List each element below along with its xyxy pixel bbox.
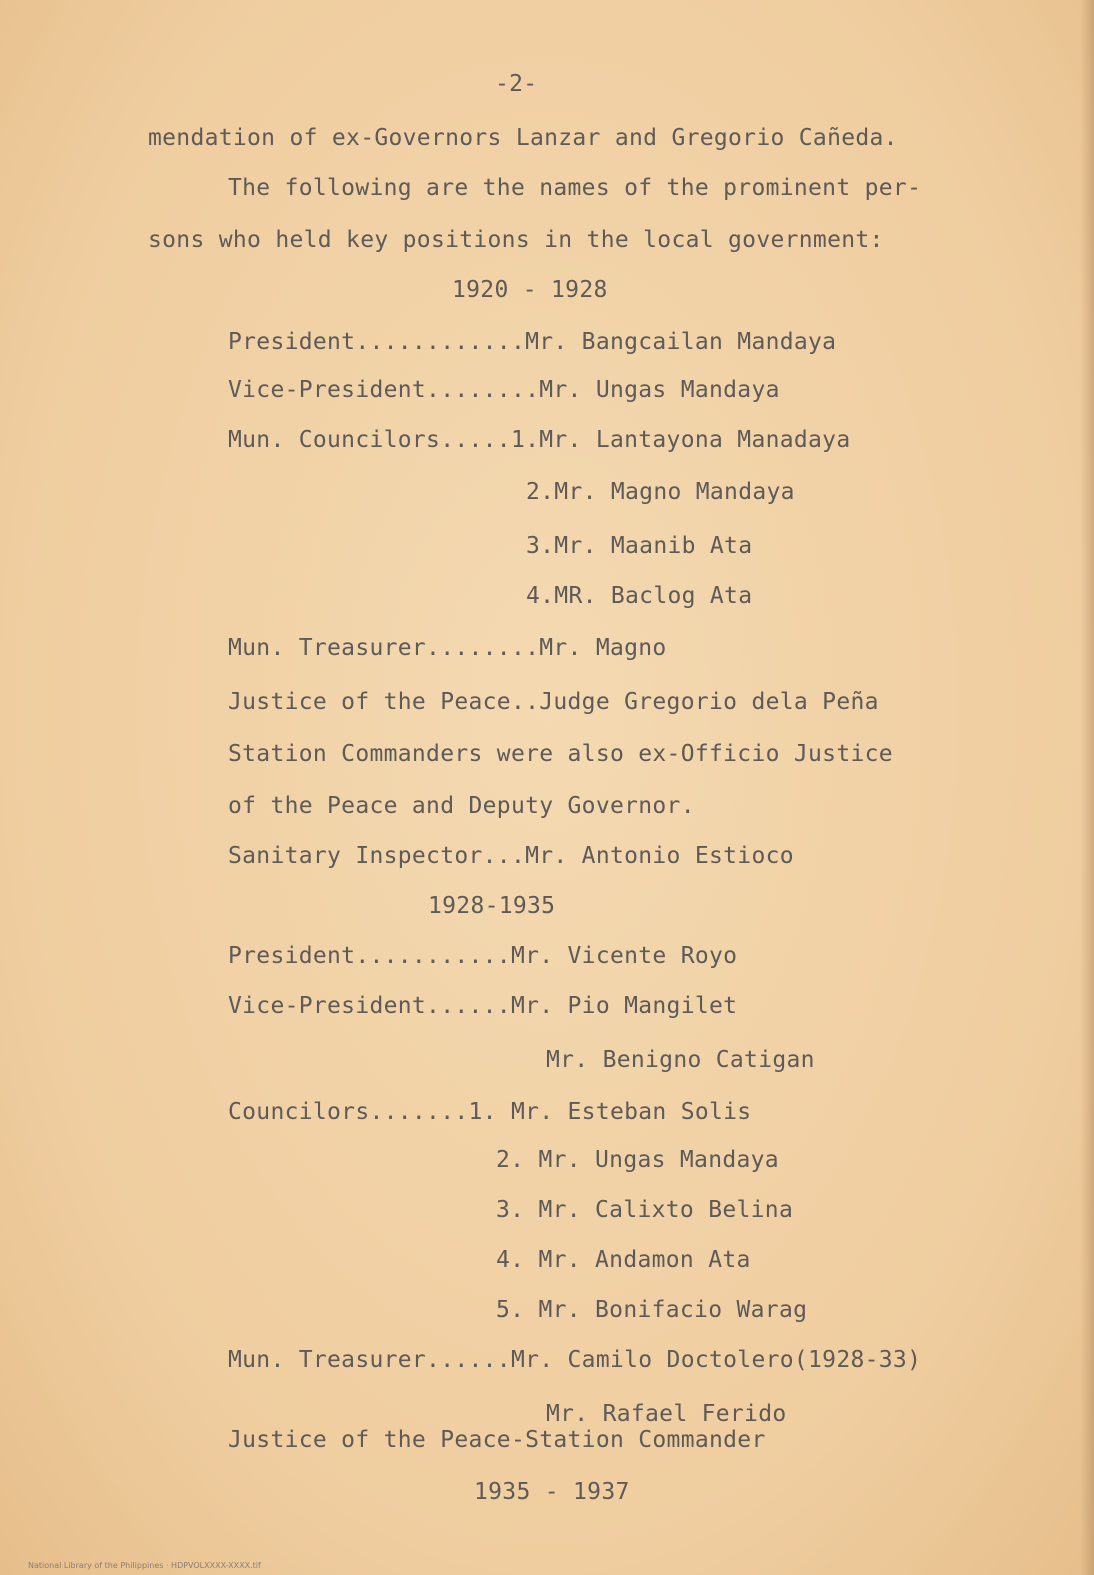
intro-line-1: mendation of ex-Governors Lanzar and Gregorio Cañeda. <box>148 125 898 151</box>
entry-councilor-2-4: 4. Mr. Andamon Ata <box>496 1247 751 1273</box>
entry-councilor-2-5: 5. Mr. Bonifacio Warag <box>496 1297 808 1323</box>
page-edge-shadow <box>1080 0 1094 1575</box>
entry-councilor-2-3: 3. Mr. Calixto Belina <box>496 1197 794 1223</box>
intro-line-3: sons who held key positions in the local government: <box>148 227 884 253</box>
entry-councilor-3: 3.Mr. Maanib Ata <box>526 533 753 559</box>
entry-vice-president: Vice-President........Mr. Ungas Mandaya <box>228 377 780 403</box>
entry-vice-president-2: Vice-President......Mr. Pio Mangilet <box>228 993 738 1019</box>
entry-justice-2: Justice of the Peace-Station Commander <box>228 1427 766 1453</box>
entry-justice: Justice of the Peace..Judge Gregorio dela Peña <box>228 689 879 715</box>
note-line-2: of the Peace and Deputy Governor. <box>228 793 695 819</box>
scan-footer: National Library of the Philippines · HDPVOLXXXX-XXXX.tif <box>28 1561 261 1570</box>
entry-councilor-4: 4.MR. Baclog Ata <box>526 583 753 609</box>
note-line-1: Station Commanders were also ex-Officio Justice <box>228 741 893 767</box>
period-heading-1935-1937: 1935 - 1937 <box>474 1479 630 1505</box>
entry-president-2: President...........Mr. Vicente Royo <box>228 943 738 969</box>
entry-president: President............Mr. Bangcailan Mandaya <box>228 329 837 355</box>
entry-councilor-2: 2.Mr. Magno Mandaya <box>526 479 795 505</box>
entry-sanitary-inspector: Sanitary Inspector...Mr. Antonio Estioco <box>228 843 794 869</box>
entry-councilor-2-2: 2. Mr. Ungas Mandaya <box>496 1147 779 1173</box>
entry-councilor-2-1: Councilors.......1. Mr. Esteban Solis <box>228 1099 752 1125</box>
period-heading-1920-1928: 1920 - 1928 <box>452 277 608 303</box>
entry-treasurer-2: Mun. Treasurer......Mr. Camilo Doctolero(1928-33) <box>228 1347 922 1373</box>
entry-treasurer-2b: Mr. Rafael Ferido <box>546 1401 787 1427</box>
page-number: -2- <box>495 71 538 97</box>
entry-vice-president-2b: Mr. Benigno Catigan <box>546 1047 815 1073</box>
entry-treasurer: Mun. Treasurer........Mr. Magno <box>228 635 667 661</box>
period-heading-1928-1935: 1928-1935 <box>428 893 556 919</box>
entry-councilor-1: Mun. Councilors.....1.Mr. Lantayona Manadaya <box>228 427 851 453</box>
intro-line-2: The following are the names of the prominent per- <box>228 175 922 201</box>
